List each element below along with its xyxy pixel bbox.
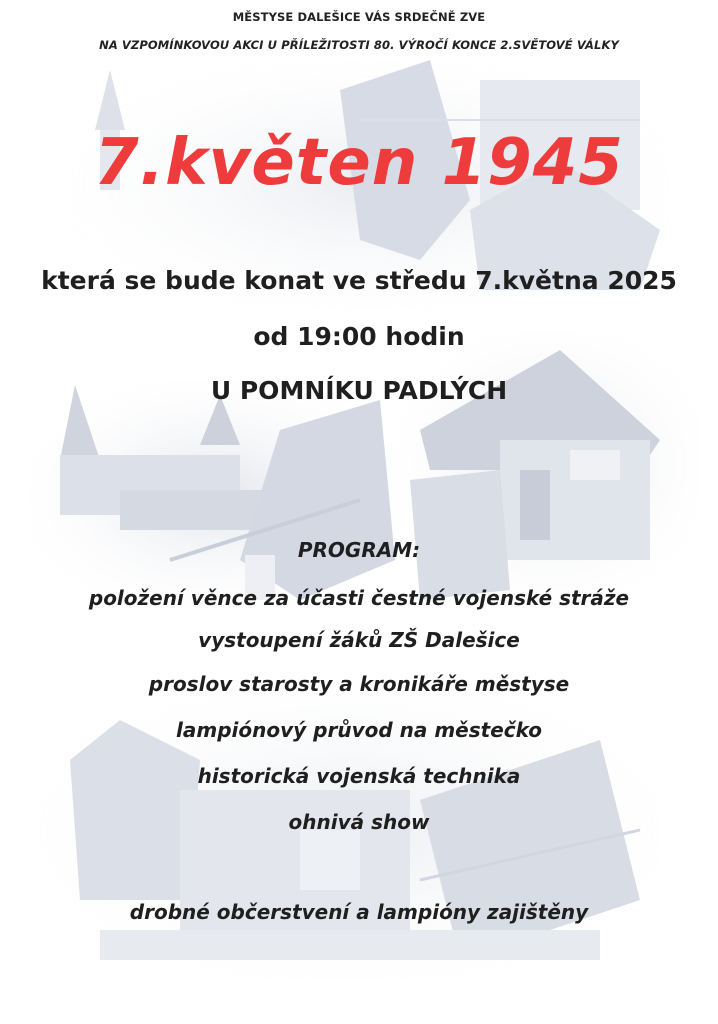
poster-title: 7.květen 1945 [94, 126, 624, 200]
event-place: U POMNÍKU PADLÝCH [210, 376, 508, 405]
program-item: vystoupení žáků ZŠ Dalešice [198, 628, 520, 652]
event-date: která se bude konat ve středu 7.května 2025 [41, 266, 677, 295]
event-time: od 19:00 hodin [253, 322, 465, 351]
program-heading: PROGRAM: [297, 538, 421, 562]
program-footer: drobné občerstvení a lampióny zajištěny [129, 900, 589, 924]
program-item: historická vojenská technika [197, 764, 521, 788]
program-item: položení věnce za účasti čestné vojenské stráže [88, 586, 630, 610]
invitation-line-2: NA VZPOMÍNKOVOU AKCI U PŘÍLEŽITOSTI 80. VÝROČÍ KONCE 2.SVĚTOVÉ VÁLKY [99, 38, 619, 52]
program-item: lampiónový průvod na městečko [176, 718, 542, 742]
invitation-line-1: MĚSTYSE DALEŠICE VÁS SRDEČNĚ ZVE [232, 10, 486, 24]
program-item: ohnivá show [288, 810, 430, 834]
program-item: proslov starosty a kronikáře městyse [148, 672, 570, 696]
